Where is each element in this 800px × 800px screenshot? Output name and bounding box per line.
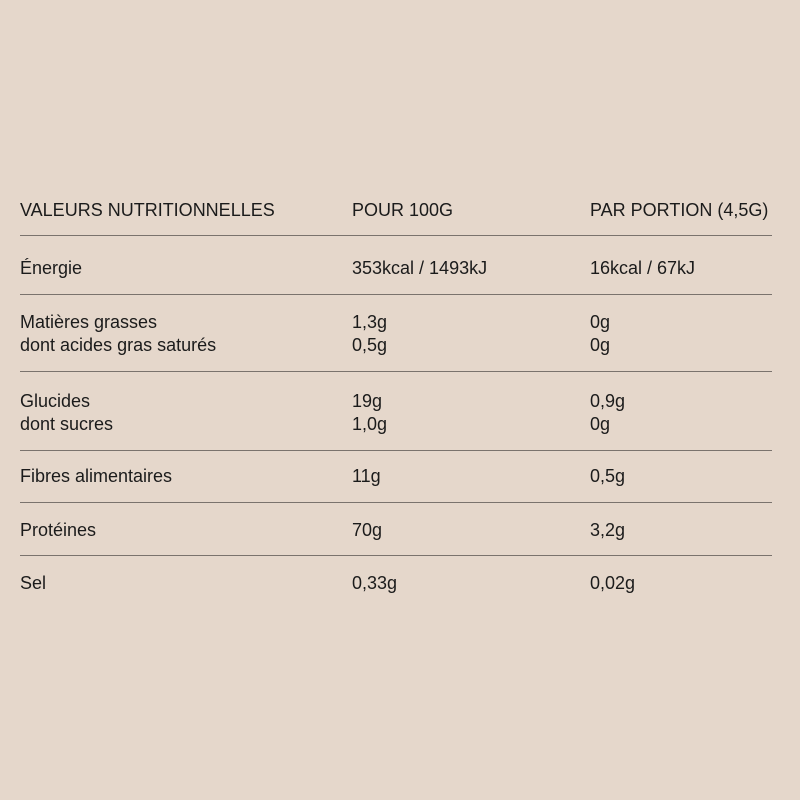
value-per-portion bbox=[590, 503, 772, 555]
value: 0,33g bbox=[352, 573, 398, 593]
header-per-100g: POUR 100G bbox=[352, 200, 454, 220]
nutrient-name: Matières grasses bbox=[20, 312, 158, 332]
header-nutrition-values: VALEURS NUTRITIONNELLES bbox=[20, 200, 275, 220]
value: 19g bbox=[352, 391, 383, 411]
nutrient-subname: dont acides gras saturés bbox=[20, 335, 217, 355]
value: 0,9g bbox=[590, 391, 626, 411]
value: 16kcal / 67kJ bbox=[590, 258, 696, 278]
value: 1,3g bbox=[352, 312, 388, 332]
header-per-portion: PAR PORTION (4,5G) bbox=[590, 200, 769, 220]
value-per-100g bbox=[352, 556, 590, 606]
value-per-portion bbox=[590, 451, 772, 502]
value: 0,5g bbox=[590, 466, 626, 486]
value: 1,0g bbox=[352, 414, 388, 434]
value-per-portion bbox=[590, 295, 772, 371]
value: 0,5g bbox=[352, 335, 388, 355]
table-row bbox=[20, 556, 772, 606]
table-row bbox=[20, 372, 772, 451]
value: 70g bbox=[352, 520, 383, 540]
nutrient-label bbox=[20, 451, 352, 502]
value: 0g bbox=[590, 312, 611, 332]
table-row bbox=[20, 503, 772, 556]
value: 3,2g bbox=[590, 520, 626, 540]
nutrient-label bbox=[20, 503, 352, 555]
table-row bbox=[20, 295, 772, 372]
value-per-portion bbox=[590, 372, 772, 450]
value-per-100g bbox=[352, 236, 590, 294]
nutrition-table bbox=[20, 190, 772, 606]
nutrient-label bbox=[20, 295, 352, 371]
value: 0g bbox=[590, 414, 611, 434]
value: 353kcal / 1493kJ bbox=[352, 258, 488, 278]
value-per-portion bbox=[590, 236, 772, 294]
value-per-100g bbox=[352, 295, 590, 371]
nutrient-name: Fibres alimentaires bbox=[20, 466, 173, 486]
table-row bbox=[20, 236, 772, 295]
table-header bbox=[20, 190, 772, 236]
nutrient-label bbox=[20, 236, 352, 294]
nutrient-name: Énergie bbox=[20, 258, 83, 278]
nutrient-label bbox=[20, 372, 352, 450]
table-row bbox=[20, 451, 772, 503]
nutrient-name: Protéines bbox=[20, 520, 97, 540]
nutrient-label bbox=[20, 556, 352, 606]
nutrient-name: Sel bbox=[20, 573, 47, 593]
value-per-100g bbox=[352, 451, 590, 502]
value: 0,02g bbox=[590, 573, 636, 593]
value: 0g bbox=[590, 335, 611, 355]
value: 11g bbox=[352, 466, 381, 486]
nutrient-name: Glucides bbox=[20, 391, 91, 411]
value-per-100g bbox=[352, 372, 590, 450]
nutrient-subname: dont sucres bbox=[20, 414, 114, 434]
value-per-100g bbox=[352, 503, 590, 555]
value-per-portion bbox=[590, 556, 772, 606]
